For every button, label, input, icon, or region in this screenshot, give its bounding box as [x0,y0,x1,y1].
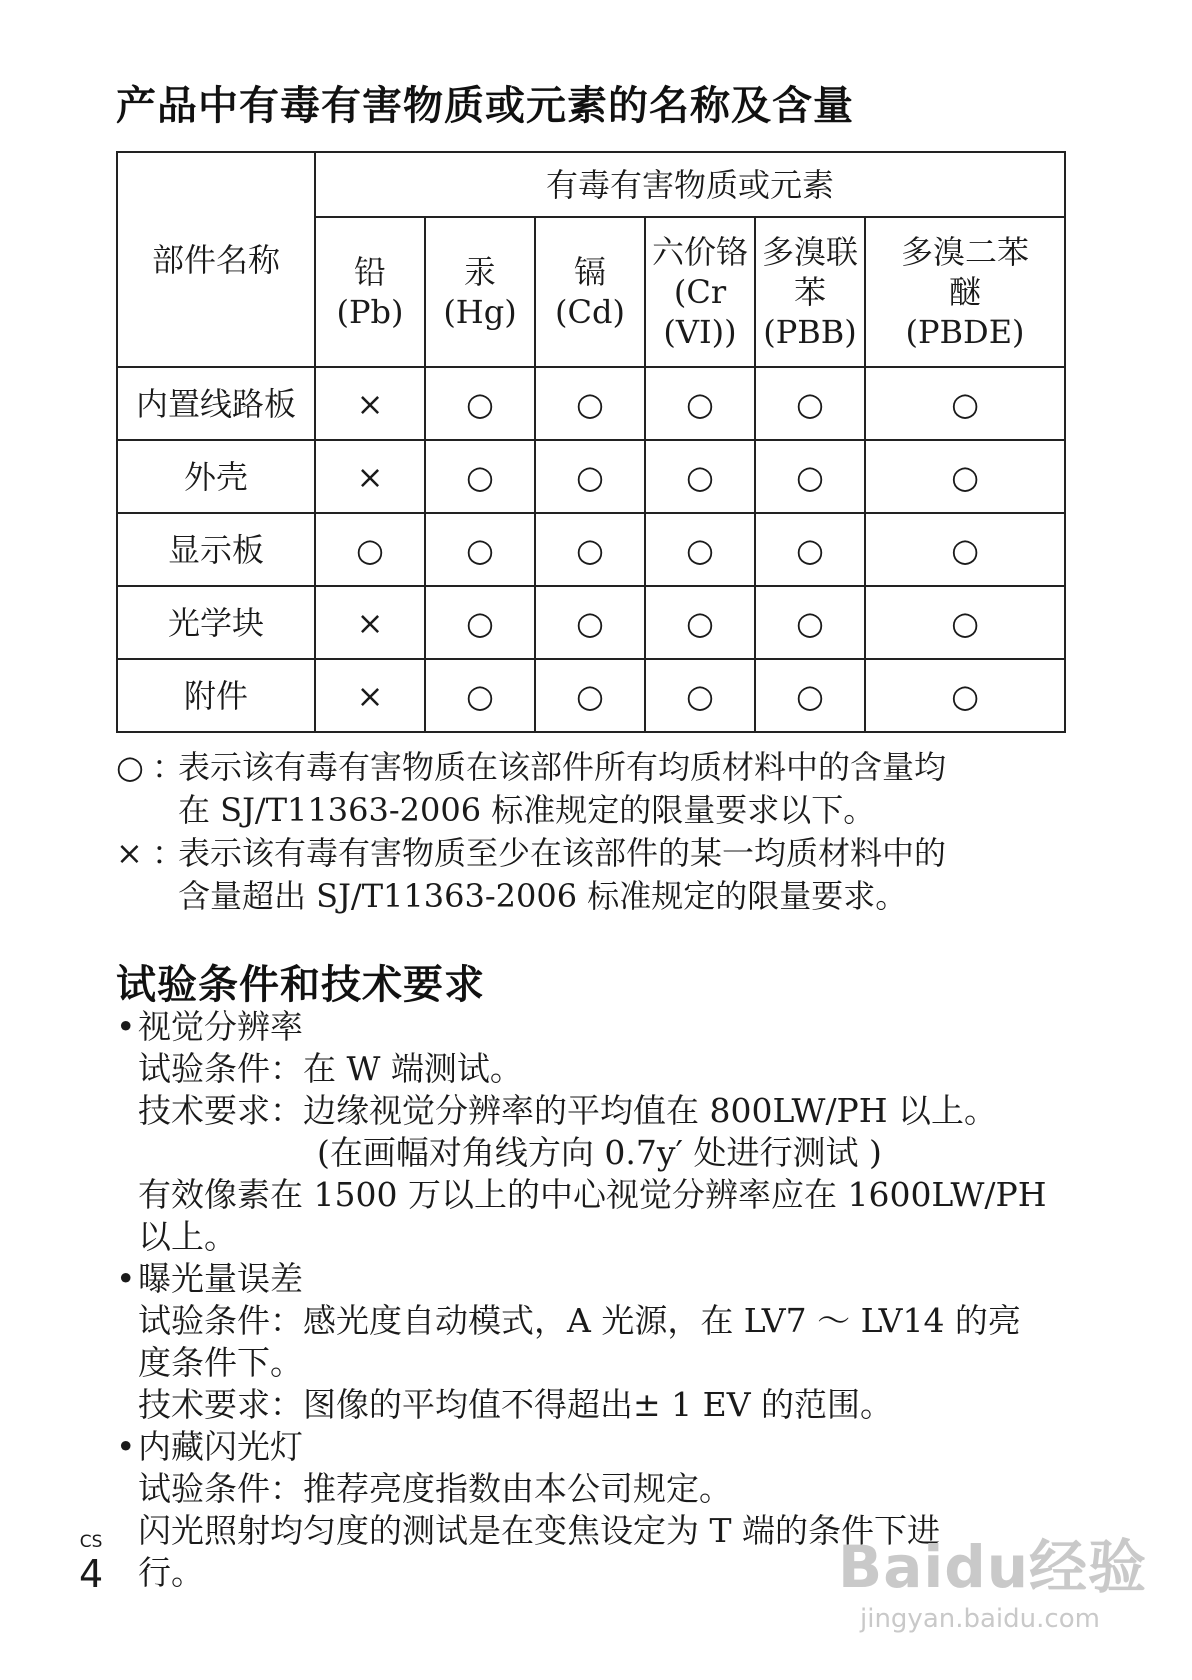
table-row [117,367,1065,440]
note-line: 表示该有毒有害物质在该部件所有均质材料中的含量均 [178,748,947,786]
substance-header-cadmium [535,217,645,367]
part-name-cell: 光学块 [117,586,315,659]
baidu-watermark [838,1520,1168,1670]
mark-cell: ○ [755,440,865,513]
page-title: 产品中有毒有害物质或元素的名称及含量 [116,83,854,129]
substance-line: (VI)) [663,313,737,351]
mark-cell: ○ [755,513,865,586]
table-row [117,586,1065,659]
circle-mark-icon: ○ [116,748,144,786]
substance-group-header: 有毒有害物质或元素 [315,152,1065,217]
substance-line: 醚 [949,273,982,311]
table-row [117,440,1065,513]
bullet-icon: • [116,1427,136,1466]
substance-header-pbde [865,217,1065,367]
note-circle-meaning [116,746,1076,832]
substance-line: 多溴联 [761,233,858,271]
note-line: 表示该有毒有害物质至少在该部件的某一均质材料中的 [178,834,947,872]
substance-line: 镉 [573,253,606,291]
mark-cell: ○ [425,586,535,659]
substance-line: 铅 [353,253,386,291]
mark-cell: ○ [865,367,1065,440]
mark-cell: ○ [425,659,535,732]
note-line: 含量超出 SJ/T11363-2006 标准规定的限量要求。 [178,877,908,915]
watermark-site: jingyan.baidu.com [860,1604,1100,1634]
item-line: 试验条件：感光度自动模式，A 光源，在 LV7 ～ LV14 的亮 [138,1301,1021,1340]
bullet-item-title [116,1258,1076,1300]
item-title: 视觉分辨率 [138,1007,303,1046]
substance-line: (PBB) [763,313,857,351]
mark-cell: ○ [755,586,865,659]
mark-cell: × [315,440,425,513]
mark-cell: ○ [425,440,535,513]
substance-header-pbb [755,217,865,367]
mark-cell: ○ [535,586,645,659]
mark-cell: ○ [535,513,645,586]
mark-cell: × [315,367,425,440]
item-line: (在画幅对角线方向 0.7y′ 处进行测试 ) [317,1133,882,1172]
mark-cell: ○ [645,659,755,732]
test-conditions-section [116,1006,1076,1594]
hazardous-substances-table [116,151,1066,733]
table-row [117,513,1065,586]
baidu-logo-icon: Baidu经验 [838,1533,1148,1601]
substance-header-mercury [425,217,535,367]
mark-cell: ○ [865,513,1065,586]
mark-cell: ○ [865,586,1065,659]
note-line: 在 SJ/T11363-2006 标准规定的限量要求以下。 [178,791,876,829]
item-line: 试验条件：在 W 端测试。 [138,1049,523,1088]
item-title: 内藏闪光灯 [138,1427,303,1466]
bullet-item-title [116,1426,1076,1468]
mark-cell: ○ [315,513,425,586]
section-title: 试验条件和技术要求 [116,962,485,1008]
item-title: 曝光量误差 [138,1259,303,1298]
substance-line: (Hg) [443,293,517,331]
mark-cell: ○ [755,659,865,732]
item-line: 以上。 [138,1217,237,1256]
cross-mark-icon: × [116,834,143,872]
mark-cell: ○ [865,659,1065,732]
note-text [178,832,1076,918]
note-text [178,746,1076,832]
page-number: 4 [79,1552,104,1596]
substance-line: (Cd) [555,293,625,331]
mark-cell: ○ [645,513,755,586]
mark-cell: ○ [755,367,865,440]
item-line: 度条件下。 [138,1343,303,1382]
substance-line: 六价铬 [651,233,748,271]
part-name-header: 部件名称 [117,152,315,367]
item-line: 技术要求：边缘视觉分辨率的平均值在 800LW/PH 以上。 [138,1091,998,1130]
part-name-cell: 内置线路板 [117,367,315,440]
part-name-cell: 显示板 [117,513,315,586]
item-line: 技术要求：图像的平均值不得超出± 1 EV 的范围。 [138,1385,894,1424]
mark-cell: × [315,586,425,659]
item-line: 试验条件：推荐亮度指数由本公司规定。 [138,1469,732,1508]
substance-header-chromium [645,217,755,367]
bullet-icon: • [116,1259,136,1298]
mark-cell: ○ [425,367,535,440]
mark-cell: ○ [535,367,645,440]
substance-line: (Cr [673,273,727,311]
substance-line: 多溴二苯 [901,233,1030,271]
mark-cell: ○ [645,367,755,440]
mark-cell: ○ [645,586,755,659]
substance-line: 汞 [463,253,496,291]
page-number-marker [79,1532,104,1596]
table-header-row [117,152,1065,217]
substance-header-lead [315,217,425,367]
bullet-icon: • [116,1007,136,1046]
note-colon: ： [152,834,185,872]
substance-line: 苯 [793,273,826,311]
mark-cell: ○ [645,440,755,513]
table-legend-notes [116,746,1076,918]
substance-line: (Pb) [336,293,404,331]
bullet-item-title [116,1006,1076,1048]
mark-cell: × [315,659,425,732]
part-name-cell: 附件 [117,659,315,732]
mark-cell: ○ [535,659,645,732]
substance-line: (PBDE) [905,313,1025,351]
part-name-cell: 外壳 [117,440,315,513]
item-line: 闪光照射均匀度的测试是在变焦设定为 T 端的条件下进 [138,1511,940,1550]
item-line: 有效像素在 1500 万以上的中心视觉分辨率应在 1600LW/PH [138,1175,1047,1214]
note-colon: ： [152,748,185,786]
mark-cell: ○ [865,440,1065,513]
language-code: CS [79,1532,103,1552]
mark-cell: ○ [425,513,535,586]
mark-cell: ○ [535,440,645,513]
item-line: 行。 [138,1553,204,1592]
table-row [117,659,1065,732]
note-cross-meaning [116,832,1076,918]
